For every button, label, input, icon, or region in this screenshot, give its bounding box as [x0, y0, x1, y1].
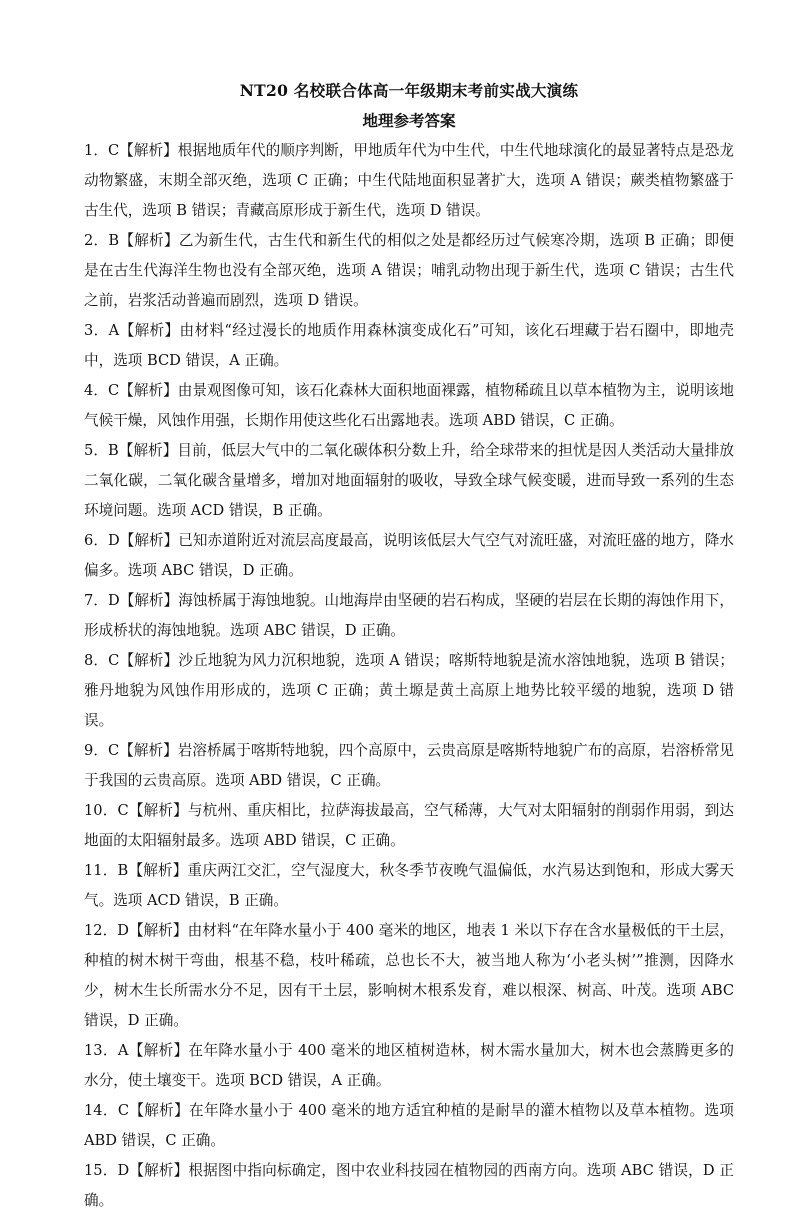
- item-number: 1．: [84, 142, 108, 159]
- analysis-tag: 【解析】: [128, 1042, 189, 1059]
- item-answer: B: [108, 232, 120, 249]
- item-explanation: 已知赤道附近对流层高度最高，说明该低层大气空气对流旺盛，对流旺盛的地方，降水偏多。选项 ABC 错误，D 正确。: [84, 532, 734, 579]
- item-answer: C: [117, 1102, 129, 1119]
- page-title: NT20 名校联合体高一年级期末考前实战大演练: [239, 81, 579, 100]
- item-number: 7．: [84, 592, 108, 609]
- item-number: 15．: [84, 1162, 118, 1179]
- analysis-tag: 【解析】: [128, 862, 188, 879]
- item-number: 8．: [84, 652, 109, 669]
- answer-item-4: [84, 376, 734, 436]
- answer-item-10: [84, 796, 734, 856]
- item-answer: C: [107, 742, 120, 759]
- item-number: 14．: [84, 1102, 118, 1119]
- item-explanation: 与杭州、重庆相比，拉萨海拔最高，空气稀薄，大气对太阳辐射的削弱作用弱，到达地面的太阳辐射最多。选项 ABD 错误，C 正确。: [84, 802, 734, 849]
- answer-item-5: [84, 436, 734, 526]
- item-number: 9．: [84, 742, 108, 759]
- item-number: 5．: [84, 442, 108, 459]
- item-number: 11．: [84, 862, 118, 879]
- item-answer: D: [107, 532, 120, 549]
- item-explanation: 海蚀桥属于海蚀地貌。山地海岸由坚硬的岩石构成，坚硬的岩层在长期的海蚀作用下，形成桥状的海蚀地貌。选项 ABC 错误，D 正确。: [84, 592, 734, 639]
- item-answer: C: [117, 802, 129, 819]
- item-explanation: 在年降水量小于 400 毫米的地区植树造林，树木需水量加大，树木也会蒸腾更多的水分，使土壤变干。选项 BCD 错误，A 正确。: [84, 1042, 734, 1089]
- analysis-tag: 【解析】: [119, 652, 179, 669]
- answer-item-14: [84, 1096, 734, 1156]
- answer-item-7: [84, 586, 734, 646]
- analysis-tag: 【解析】: [119, 382, 178, 399]
- analysis-tag: 【解析】: [129, 1102, 190, 1119]
- item-number: 10．: [84, 802, 118, 819]
- item-answer: A: [117, 1042, 129, 1059]
- answer-item-9: [84, 736, 734, 796]
- item-number: 3．: [84, 322, 109, 339]
- analysis-tag: 【解析】: [128, 922, 188, 939]
- analysis-tag: 【解析】: [119, 142, 178, 159]
- item-number: 12．: [84, 922, 118, 939]
- answer-item-12: [84, 916, 734, 1036]
- item-explanation: 在年降水量小于 400 毫米的地方适宜种植的是耐旱的灌木植物以及草本植物。选项 ABD 错误，C 正确。: [84, 1102, 734, 1149]
- answer-item-13: [84, 1036, 734, 1096]
- item-answer: C: [107, 142, 120, 159]
- item-number: 4．: [84, 382, 108, 399]
- item-explanation: 由景观图像可知，该石化森林大面积地面裸露，植物稀疏且以草本植物为主，说明该地气候干燥，风蚀作用强，长期作用使这些化石出露地表。选项 ABD 错误，C 正确。: [84, 382, 734, 429]
- answer-item-11: [84, 856, 734, 916]
- item-answer: D: [117, 1162, 130, 1179]
- analysis-tag: 【解析】: [128, 802, 188, 819]
- analysis-tag: 【解析】: [119, 532, 179, 549]
- item-number: 6．: [84, 532, 108, 549]
- item-explanation: 由材料“经过漫长的地质作用森林演变成化石”可知，该化石埋藏于岩石圈中，即地壳中，选项 BCD 错误，A 正确。: [84, 322, 734, 369]
- answer-item-15: [84, 1156, 734, 1216]
- item-explanation: 岩溶桥属于喀斯特地貌，四个高原中，云贵高原是喀斯特地貌广布的高原，岩溶桥常见于我国的云贵高原。选项 ABD 错误，C 正确。: [84, 742, 734, 789]
- item-number: 13．: [84, 1042, 118, 1059]
- item-answer: A: [108, 322, 120, 339]
- answer-item-8: [84, 646, 734, 736]
- item-answer: D: [117, 922, 129, 939]
- answer-item-3: [84, 316, 734, 376]
- item-explanation: 根据地质年代的顺序判断，甲地质年代为中生代，中生代地球演化的最显著特点是恐龙动物繁盛，末期全部灭绝，选项 C 正确；中生代陆地面积显著扩大，选项 A 错误；蕨类植物繁盛于古生代，选项 B 错误；青藏高原形成于新生代，选项 D 错误。: [84, 142, 734, 219]
- analysis-tag: 【解析】: [119, 322, 180, 339]
- item-answer: C: [107, 382, 120, 399]
- analysis-tag: 【解析】: [119, 232, 179, 249]
- item-explanation: 由材料“在年降水量小于 400 毫米的地区，地表 1 米以下存在含水量极低的干土层，种植的树木树干弯曲，根基不稳，枝叶稀疏，总也长不大，被当地人称为‘小老头树’”推测，因降水少，树木生长所需水分不足，因有干土层，影响树木根系发育，难以根深、树高、叶茂。选项 ABC 错误，D 正确。: [84, 922, 734, 1029]
- answer-item-6: [84, 526, 734, 586]
- item-explanation: 乙为新生代，古生代和新生代的相似之处是都经历过气候寒冷期，选项 B 正确；即便是在古生代海洋生物也没有全部灭绝，选项 A 错误；哺乳动物出现于新生代，选项 C 错误；古生代之前，岩浆活动普遍而剧烈，选项 D 错误。: [84, 232, 734, 309]
- answer-list: [84, 136, 734, 1216]
- item-answer: B: [117, 862, 129, 879]
- analysis-tag: 【解析】: [119, 592, 179, 609]
- answer-item-1: [84, 136, 734, 226]
- item-answer: C: [108, 652, 120, 669]
- item-answer: D: [107, 592, 120, 609]
- item-explanation: 目前，低层大气中的二氧化碳体积分数上升，给全球带来的担忧是因人类活动大量排放二氧化碳，二氧化碳含量增多，增加对地面辐射的吸收，导致全球气候变暖，进而导致一系列的生态环境问题。选项 ACD 错误，B 正确。: [84, 442, 734, 519]
- item-explanation: 沙丘地貌为风力沉积地貌，选项 A 错误；喀斯特地貌是流水溶蚀地貌，选项 B 错误；雅丹地貌为风蚀作用形成的，选项 C 正确；黄土塬是黄土高原上地势比较平缓的地貌，选项 D 错误。: [84, 652, 734, 729]
- analysis-tag: 【解析】: [129, 1162, 189, 1179]
- item-number: 2．: [84, 232, 109, 249]
- item-explanation: 根据图中指向标确定，图中农业科技园在植物园的西南方向。选项 ABC 错误，D 正确。: [84, 1162, 734, 1209]
- page-subtitle: 地理参考答案: [362, 111, 456, 130]
- answer-item-2: [84, 226, 734, 316]
- item-explanation: 重庆两江交汇，空气湿度大，秋冬季节夜晚气温偏低，水汽易达到饱和，形成大雾天气。选项 ACD 错误，B 正确。: [84, 862, 734, 909]
- item-answer: B: [108, 442, 119, 459]
- analysis-tag: 【解析】: [119, 742, 178, 759]
- analysis-tag: 【解析】: [118, 442, 178, 459]
